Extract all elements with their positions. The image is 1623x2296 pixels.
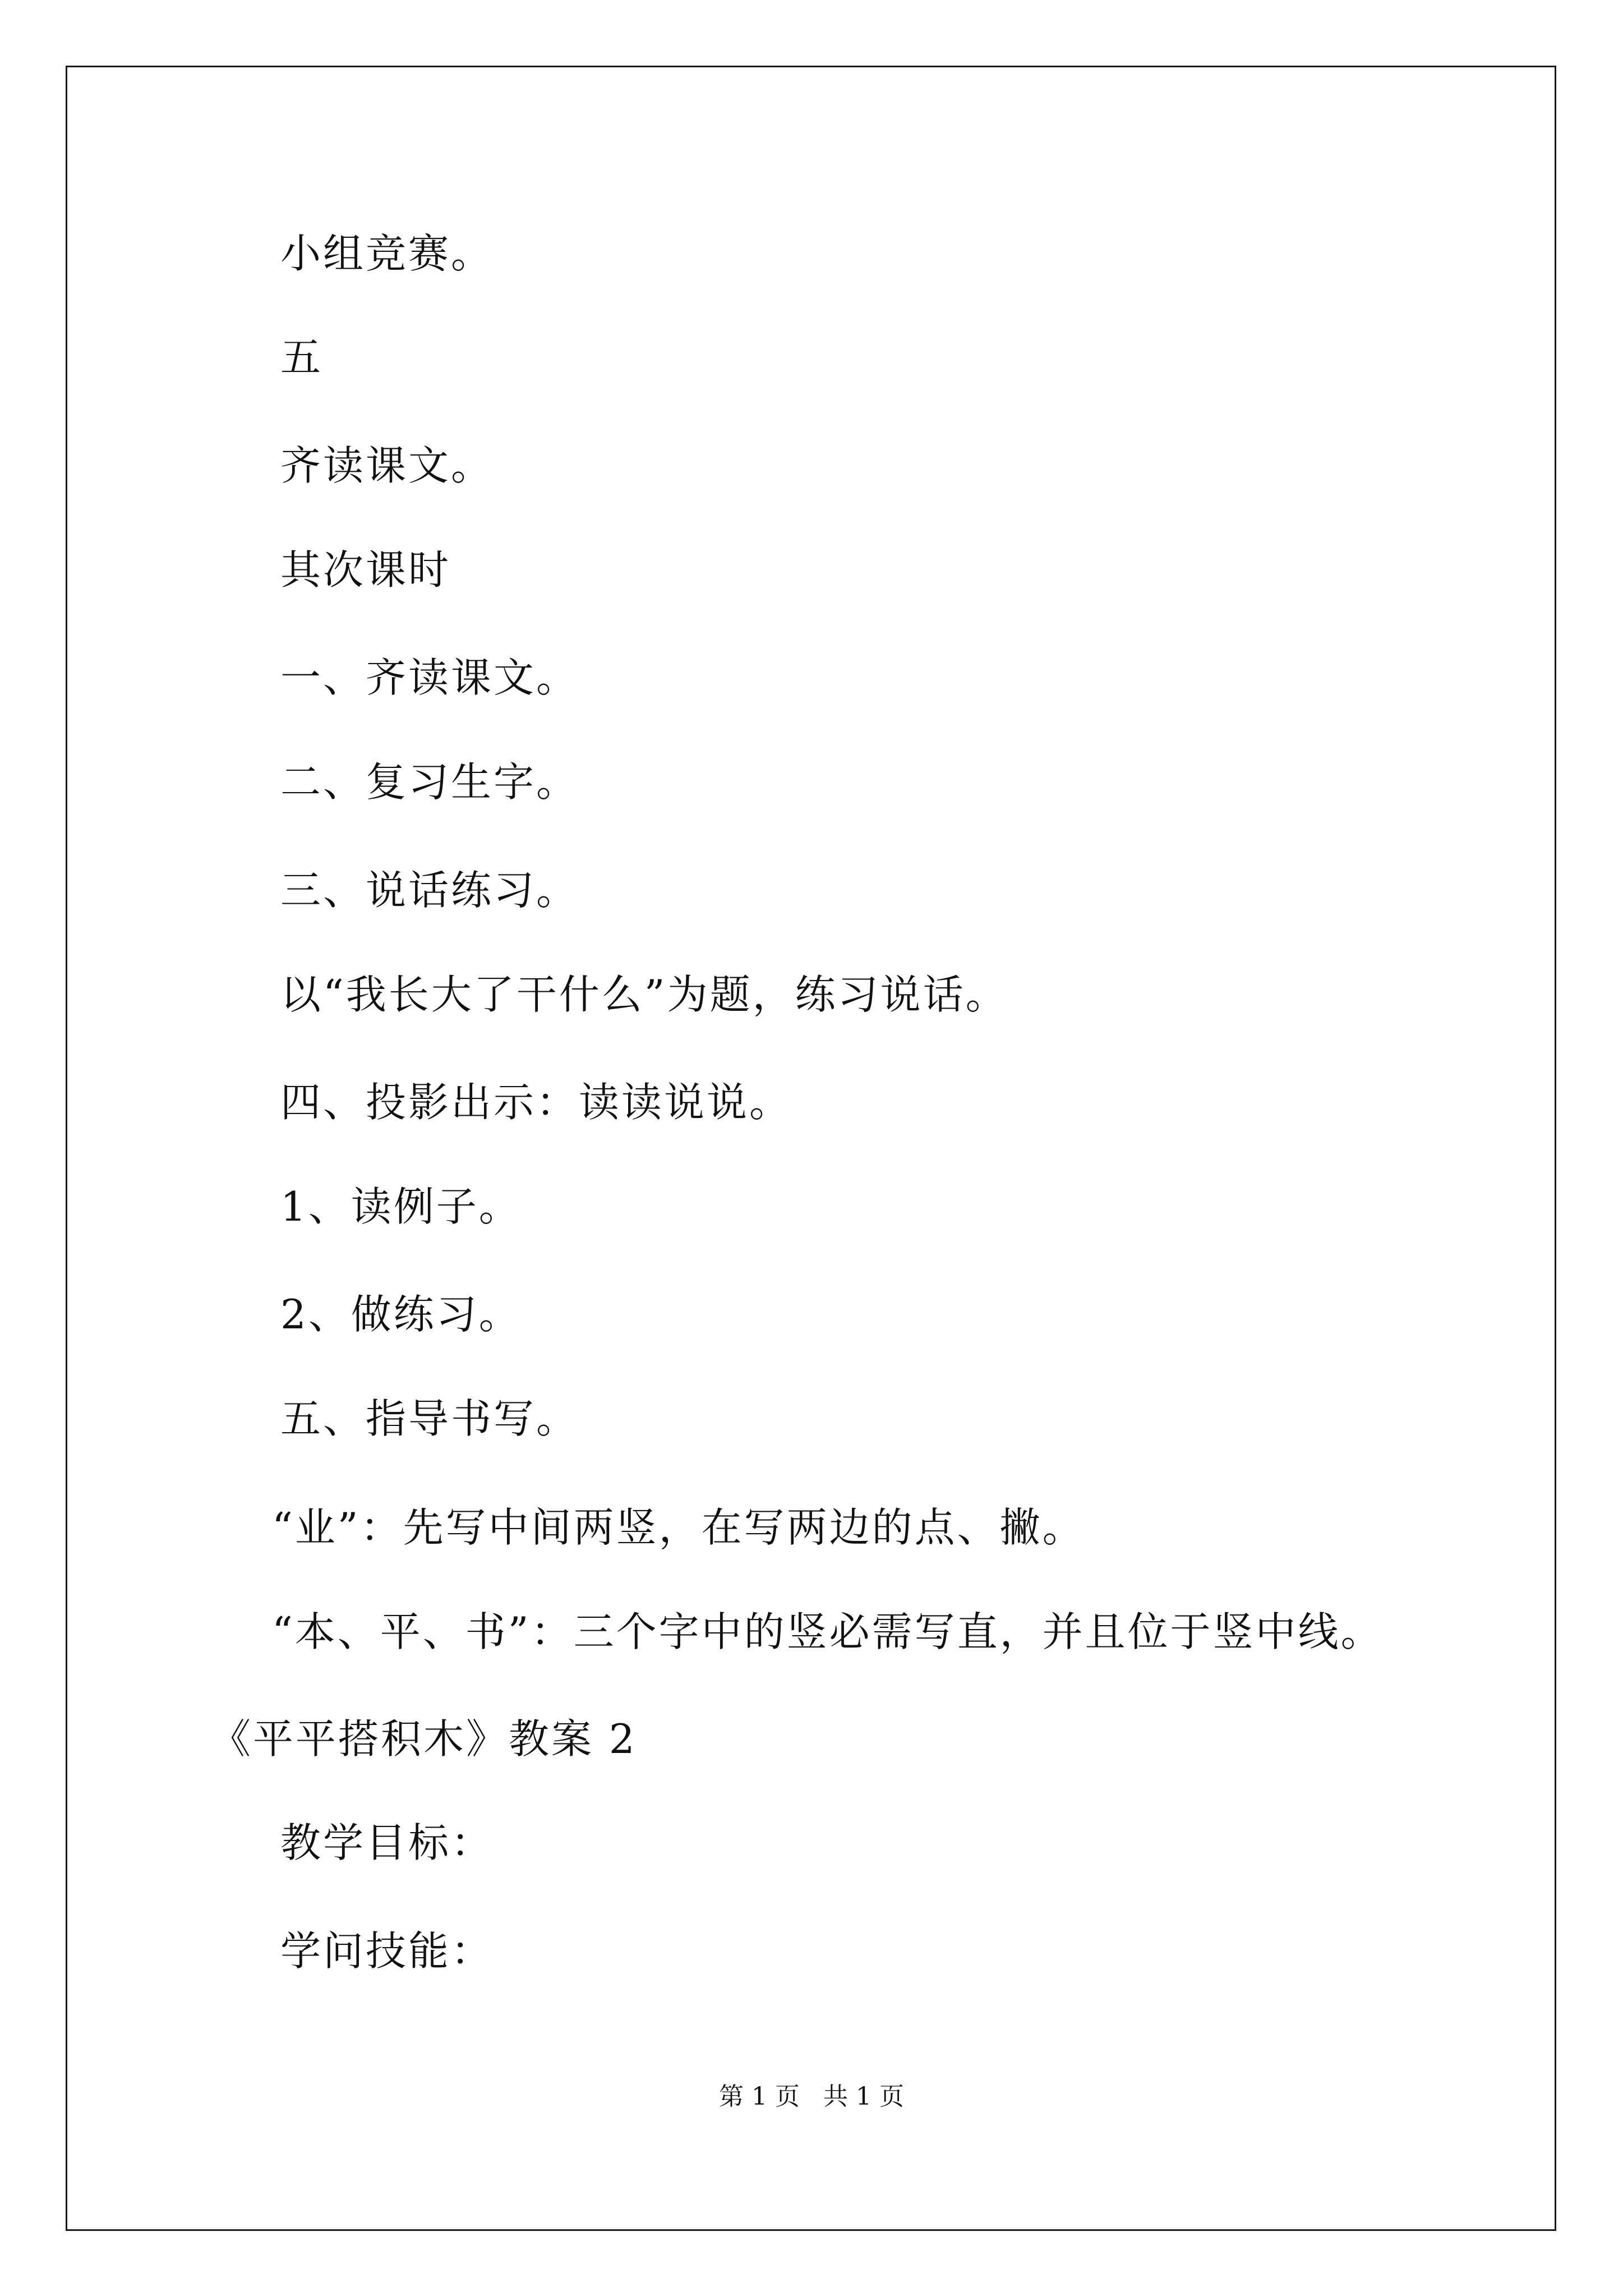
text-line: 学问技能： (280, 1927, 494, 1975)
page-frame (66, 66, 1556, 2231)
text-line: 四、投影出示：读读说说。 (280, 1079, 792, 1126)
text-line: 五 (280, 334, 324, 381)
text-line: 五、指导书写。 (280, 1395, 579, 1442)
text-line: “业”：先写中间两竖，在写两边的点、撇。 (272, 1504, 1085, 1551)
text-line: 二、复习生字。 (280, 758, 579, 806)
text-line: “本、平、书”：三个字中的竖必需写直，并且位于竖中线。 (272, 1608, 1384, 1655)
text-line: 一、齐读课文。 (280, 654, 579, 701)
text-line: 小组竞赛。 (280, 230, 494, 277)
text-line: 2、做练习。 (280, 1291, 522, 1338)
text-line: 三、说话练习。 (280, 867, 579, 914)
text-line: 教学目标： (280, 1819, 494, 1866)
text-line: 以“我长大了干什么”为题，练习说话。 (280, 971, 1008, 1018)
text-line: 1、读例子。 (280, 1183, 522, 1230)
text-line: 齐读课文。 (280, 442, 494, 489)
page-number-footer: 第 1 页 共 1 页 (719, 2082, 904, 2111)
document-title: 《平平搭积木》教案 2 (210, 1715, 637, 1763)
section-heading: 其次课时 (280, 546, 451, 593)
